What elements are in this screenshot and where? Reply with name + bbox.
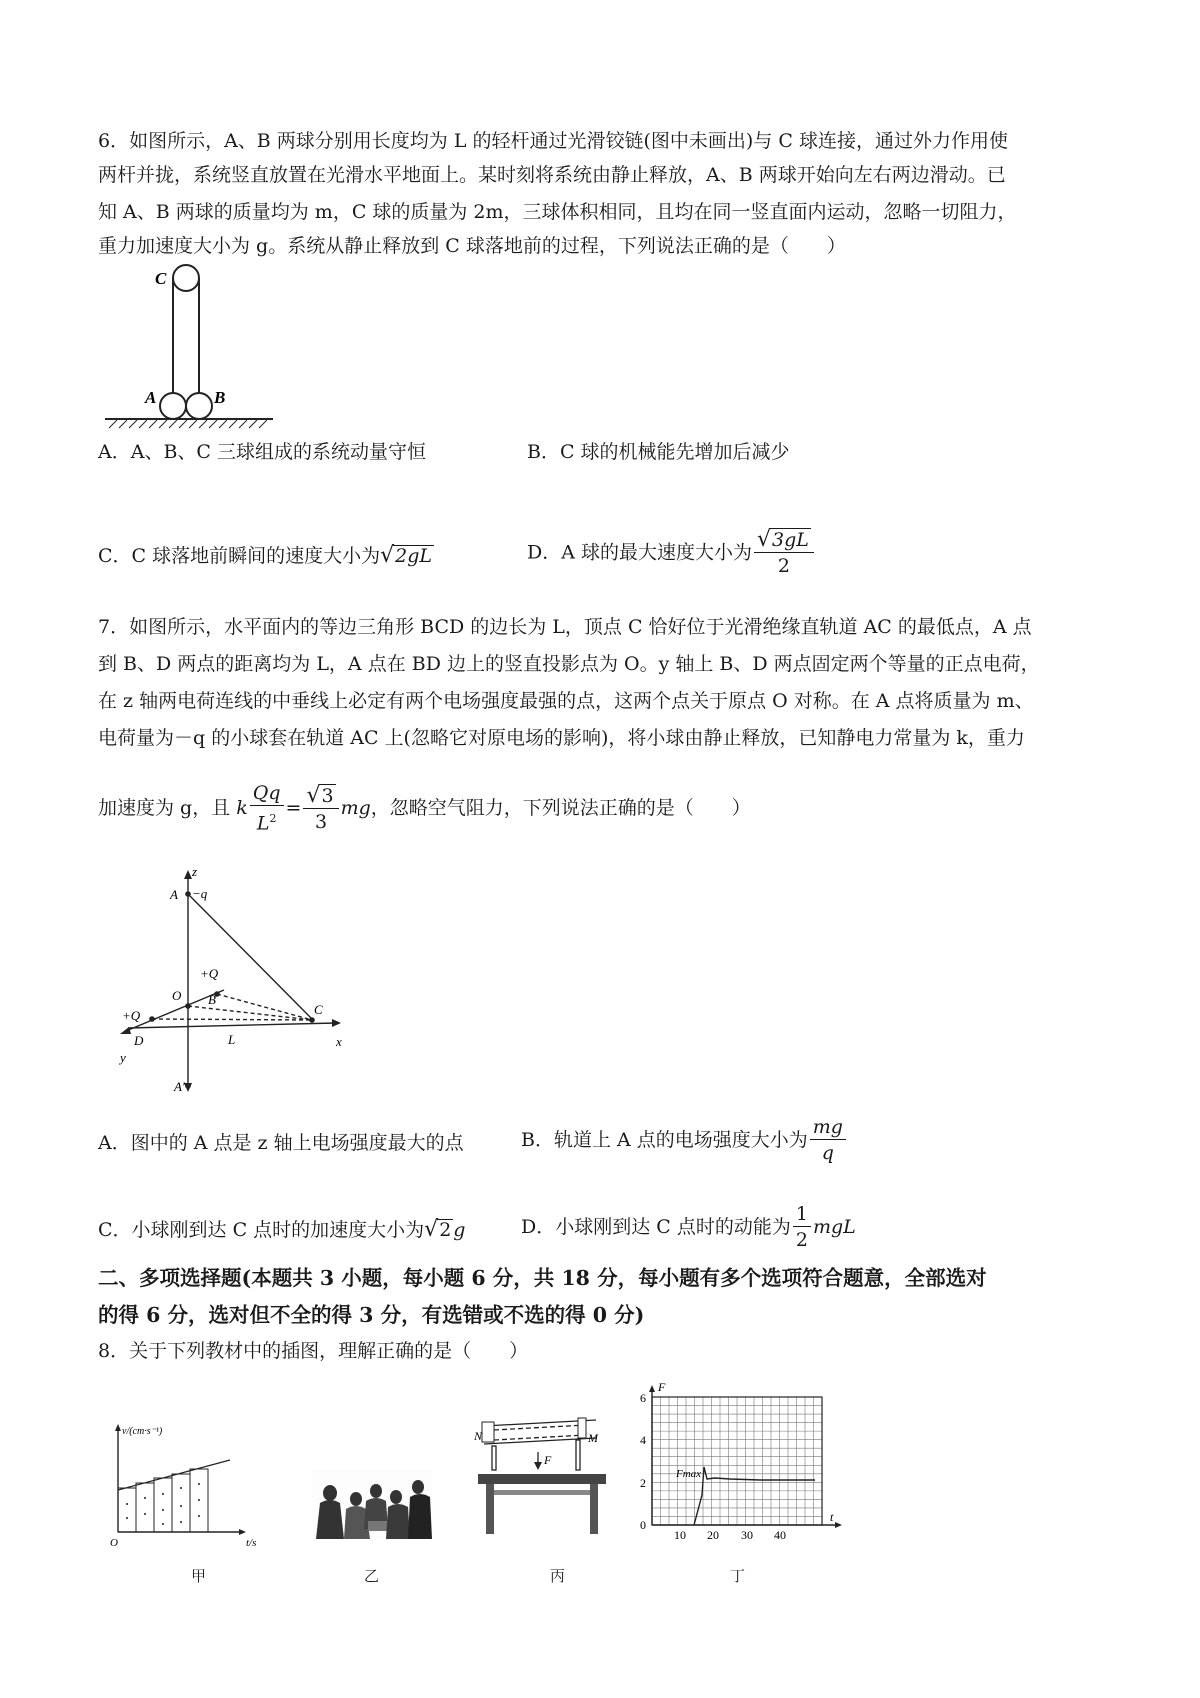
bing-f: F <box>544 1453 552 1467</box>
ding-xtick-10: 10 <box>674 1528 686 1542</box>
x-arrow <box>332 1019 341 1027</box>
section2-heading-line-1: 二、多项选择题(本题共 3 小题，每小题 6 分，共 18 分，每小题有多个选项符合题意，全部选对 <box>98 1266 987 1290</box>
label-plus-q-d: +Q <box>122 1008 141 1023</box>
label-o: O <box>172 988 182 1003</box>
label-b: B <box>214 388 226 407</box>
label-z: z <box>192 864 198 879</box>
q6-option-d: D．A 球的最大速度大小为 $\frac{√3gL}{2}$ <box>527 528 816 577</box>
q8-figure-yi <box>312 1469 432 1539</box>
label-x: x <box>336 1034 342 1049</box>
q6-figure <box>105 262 295 432</box>
z-arrow <box>184 870 192 879</box>
q8-figure-ding <box>640 1380 850 1543</box>
ball-c <box>173 265 199 291</box>
q6-line-2: 两杆并拢，系统竖直放置在光滑水平地面上。某时刻将系统由静止释放，A、B 两球开始向左右两边滑动。已 <box>98 164 1006 186</box>
ding-xlabel: t <box>830 1510 834 1524</box>
q7-line-4: 电荷量为－q 的小球套在轨道 AC 上(忽略它对原电场的影响)，将小球由静止释放，已知静电力常量为 k，重力 <box>98 727 1025 749</box>
ding-ytick-4: 4 <box>640 1433 646 1447</box>
jia-origin: O <box>110 1537 118 1549</box>
caption-ding: 丁 <box>730 1567 746 1585</box>
point-o <box>185 1003 191 1009</box>
label-a: A <box>145 388 157 407</box>
caption-jia: 甲 <box>191 1567 207 1585</box>
ball-a <box>160 393 186 419</box>
ding-xtick-40: 40 <box>774 1528 786 1542</box>
point-a-prime <box>185 1083 191 1089</box>
label-neg-q: −q <box>192 886 208 901</box>
q6-option-b: B．C 球的机械能先增加后减少 <box>527 441 790 463</box>
caption-yi: 乙 <box>364 1567 380 1585</box>
label-b: B <box>208 992 216 1007</box>
caption-bing: 丙 <box>550 1567 566 1585</box>
q7-line-5: 加速度为 g，且 k $\frac{Qq}{L^2}$ = $\frac{√3}{3}$ mg，忽略空气阻力，下列说法正确的是（ ） <box>98 782 751 835</box>
ding-ytick-2: 2 <box>640 1476 646 1490</box>
q6-line-4: 重力加速度大小为 g。系统从静止释放到 C 球落地前的过程，下列说法正确的是（ ） <box>98 235 846 257</box>
ball-b <box>186 393 212 419</box>
bing-n: N <box>474 1429 483 1443</box>
label-a: A <box>170 887 178 902</box>
bing-m: M <box>588 1431 598 1445</box>
x-axis <box>128 1023 336 1028</box>
ding-xtick-20: 20 <box>707 1528 719 1542</box>
jia-xlabel: t/s <box>246 1537 257 1549</box>
q6-line-3: 知 A、B 两球的质量均为 m，C 球的质量为 2m，三球体积相同，且均在同一竖直面内运动，忽略一切阻力， <box>98 201 1017 223</box>
q6-option-c: C．C 球落地前瞬间的速度大小为√2gL <box>98 543 433 568</box>
q8-stem: 8．关于下列教材中的插图，理解正确的是（ ） <box>98 1340 529 1362</box>
ding-xtick-30: 30 <box>741 1528 753 1542</box>
label-d: D <box>134 1033 144 1048</box>
q6-option-a: A．A、B、C 三球组成的系统动量守恒 <box>98 441 426 463</box>
label-plus-q-b: +Q <box>200 966 219 981</box>
label-l: L <box>228 1032 236 1047</box>
ding-ytick-6: 6 <box>640 1391 646 1405</box>
q6-line-1: 6．如图所示，A、B 两球分别用长度均为 L 的轻杆通过光滑铰链(图中未画出)与 C 球连接，通过外力作用使 <box>98 130 1008 152</box>
edge-dc <box>152 1019 312 1020</box>
q7-option-c: C．小球刚到达 C 点时的加速度大小为√2 g <box>98 1217 466 1242</box>
ding-ytick-0: 0 <box>640 1518 646 1532</box>
q8-figure-bing <box>474 1418 618 1548</box>
ding-ylabel: F <box>658 1380 666 1394</box>
label-c: C <box>155 269 167 288</box>
edge-oc <box>188 1006 312 1020</box>
ding-fmax: Fmax <box>676 1468 702 1480</box>
rail-ac <box>188 894 312 1019</box>
q7-line-1: 7．如图所示，水平面内的等边三角形 BCD 的边长为 L，顶点 C 恰好位于光滑绝缘直轨道 AC 的最低点，A 点 <box>98 616 1032 638</box>
q8-figure-jia <box>110 1424 260 1554</box>
q7-option-a: A．图中的 A 点是 z 轴上电场强度最大的点 <box>98 1132 464 1154</box>
label-y: y <box>120 1050 126 1065</box>
jia-ylabel: v/(cm·s⁻¹) <box>122 1426 163 1437</box>
label-c: C <box>314 1002 323 1017</box>
q7-option-d: D．小球刚到达 C 点时的动能为 $\frac{1}{2}$ mgL <box>521 1203 856 1251</box>
q7-line-3: 在 z 轴两电荷连线的中垂线上必定有两个电场强度最强的点，这两个点关于原点 O 对称。在 A 点将质量为 m、 <box>98 690 1034 712</box>
q7-line-2: 到 B、D 两点的距离均为 L，A 点在 BD 边上的竖直投影点为 O。y 轴上 B、D 两点固定两个等量的正点电荷， <box>98 653 1040 675</box>
label-a-prime: A′ <box>174 1079 185 1094</box>
edge-bc <box>217 994 312 1020</box>
point-c <box>309 1017 315 1023</box>
q7-figure <box>112 864 352 1098</box>
section2-heading-line-2: 的得 6 分，选对但不全的得 3 分，有选错或不选的得 0 分) <box>98 1303 645 1327</box>
point-d <box>149 1016 155 1022</box>
point-a <box>185 891 191 897</box>
q7-option-b: B．轨道上 A 点的电场强度大小为 $\frac{mg}{q}$ <box>521 1116 848 1164</box>
